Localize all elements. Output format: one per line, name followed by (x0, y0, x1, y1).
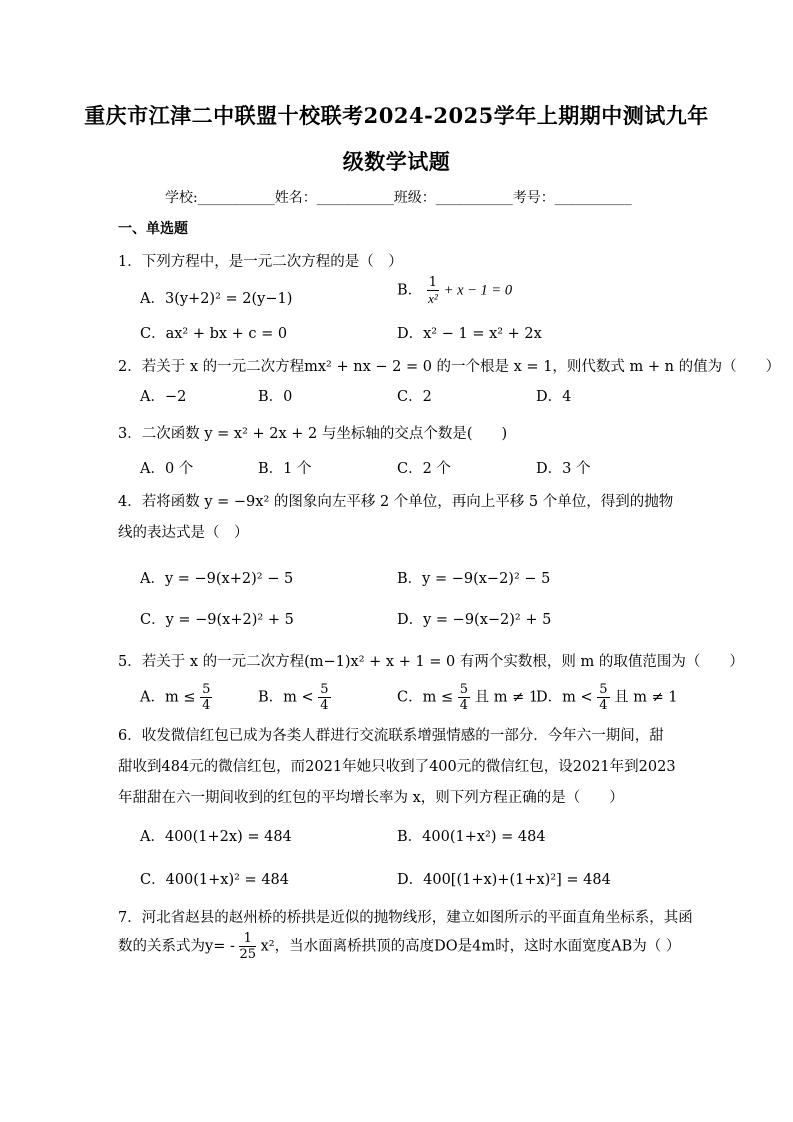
fraction-denominator: 4 (202, 698, 211, 713)
question-3-option-b: B．1 个 (258, 461, 312, 477)
fraction-denominator: 4 (459, 698, 468, 713)
question-6-option-c: C．400(1+x)² = 484 (140, 872, 289, 888)
question-2-option-b: B．0 (258, 389, 293, 405)
question-6-option-a: A．400(1+2x) = 484 (140, 829, 292, 845)
question-1-option-b (397, 276, 512, 305)
option-b-expression: + x − 1 = 0 (443, 282, 513, 299)
exam-title-line1: 重庆市江津二中联盟十校联考2024-2025学年上期期中测试九年 (84, 103, 709, 128)
fraction-numerator: 1 (428, 275, 438, 290)
fraction-denominator: 4 (599, 698, 608, 713)
fraction-numerator: 5 (320, 682, 329, 697)
option-a-prefix: A．m ≤ (140, 689, 196, 706)
stem-suffix: x²，当水面离桥拱顶的高度DO是4m时，这时水面宽度AB为（ ） (260, 938, 681, 955)
fraction (318, 683, 330, 712)
fraction-denominator: 4 (320, 698, 329, 713)
question-4-option-c: C．y = −9(x+2)² + 5 (140, 612, 294, 628)
question-5-option-b (258, 683, 331, 712)
student-info-line: 学校:___________姓名：___________班级：___________考号：___________ (165, 190, 632, 206)
question-4-option-b: B．y = −9(x−2)² − 5 (397, 571, 551, 587)
option-b-label: B． (397, 282, 423, 299)
question-3-option-d: D．3 个 (536, 461, 591, 477)
question-3-option-a: A．0 个 (140, 461, 194, 477)
question-2-option-d: D．4 (536, 389, 572, 405)
fraction-denominator: 25 (239, 947, 257, 962)
option-c-suffix: 且 m ≠ 1 (474, 689, 539, 706)
option-d-prefix: D．m < (536, 689, 593, 706)
question-6-stem: 6．收发微信红包已成为各类人群进行交流联系增强情感的一部分．今年六一期间，甜甜收到484元的微信红包，而2021年她只收到了400元的微信红包，设2021年到2023年甜甜在六一期间收到的红包的平均增长率为 x，则下列方程正确的是（ ） (118, 728, 676, 806)
fraction-numerator: 5 (459, 682, 468, 697)
question-7-stem-line1: 7．河北省赵县的赵州桥的桥拱是近似的抛物线形，建立如图所示的平面直角坐标系，其函 (118, 910, 693, 926)
question-4-stem: 4．若将函数 y = −9x² 的图象向左平移 2 个单位，再向上平移 5 个单位，得到的抛物线的表达式是（ ） (118, 494, 674, 541)
question-2-stem: 2．若关于 x 的一元二次方程mx² + nx − 2 = 0 的一个根是 x = 1，则代数式 m + n 的值为（ ） (118, 359, 781, 375)
question-5-option-c (397, 683, 538, 712)
fraction (200, 683, 212, 712)
option-d-suffix: 且 m ≠ 1 (614, 689, 678, 706)
question-1-option-c: C．ax² + bx + c = 0 (140, 326, 288, 342)
fraction-numerator: 5 (202, 682, 211, 697)
question-4-option-d: D．y = −9(x−2)² + 5 (397, 612, 552, 628)
fraction-numerator: 1 (239, 932, 256, 947)
option-c-prefix: C．m ≤ (397, 689, 454, 706)
option-b-prefix: B．m < (258, 689, 314, 706)
fraction-numerator: 5 (599, 682, 608, 697)
fraction (597, 683, 609, 712)
fraction (427, 276, 439, 305)
question-2-option-a: A．−2 (140, 389, 187, 405)
fraction (239, 932, 256, 961)
question-6-option-d: D．400[(1+x)+(1+x)²] = 484 (397, 872, 611, 888)
question-5-stem: 5．若关于 x 的一元二次方程(m−1)x² + x + 1 = 0 有两个实数根，则 m 的取值范围为（ ） (118, 654, 744, 670)
question-2-option-c: C．2 (397, 389, 432, 405)
question-1-stem: 1．下列方程中，是一元二次方程的是（ ） (118, 254, 403, 270)
question-7-stem-line2 (118, 932, 680, 961)
question-5-option-d (536, 683, 678, 712)
question-1-option-a: A．3(y+2)² = 2(y−1) (140, 291, 293, 307)
exam-title-line2: 级数学试题 (342, 149, 451, 174)
question-4-option-a: A．y = −9(x+2)² − 5 (140, 571, 294, 587)
question-3-stem: 3．二次函数 y = x² + 2x + 2 与坐标轴的交点个数是( ) (118, 426, 508, 442)
fraction (458, 683, 470, 712)
question-6-option-b: B．400(1+x²) = 484 (397, 829, 546, 845)
question-3-option-c: C．2 个 (397, 461, 451, 477)
question-1-option-d: D．x² − 1 = x² + 2x (397, 326, 542, 342)
question-5-option-a (140, 683, 212, 712)
stem-prefix: 数的关系式为y= - (118, 938, 235, 955)
section-heading: 一、单选题 (118, 221, 188, 237)
fraction-denominator: x² (428, 291, 438, 306)
